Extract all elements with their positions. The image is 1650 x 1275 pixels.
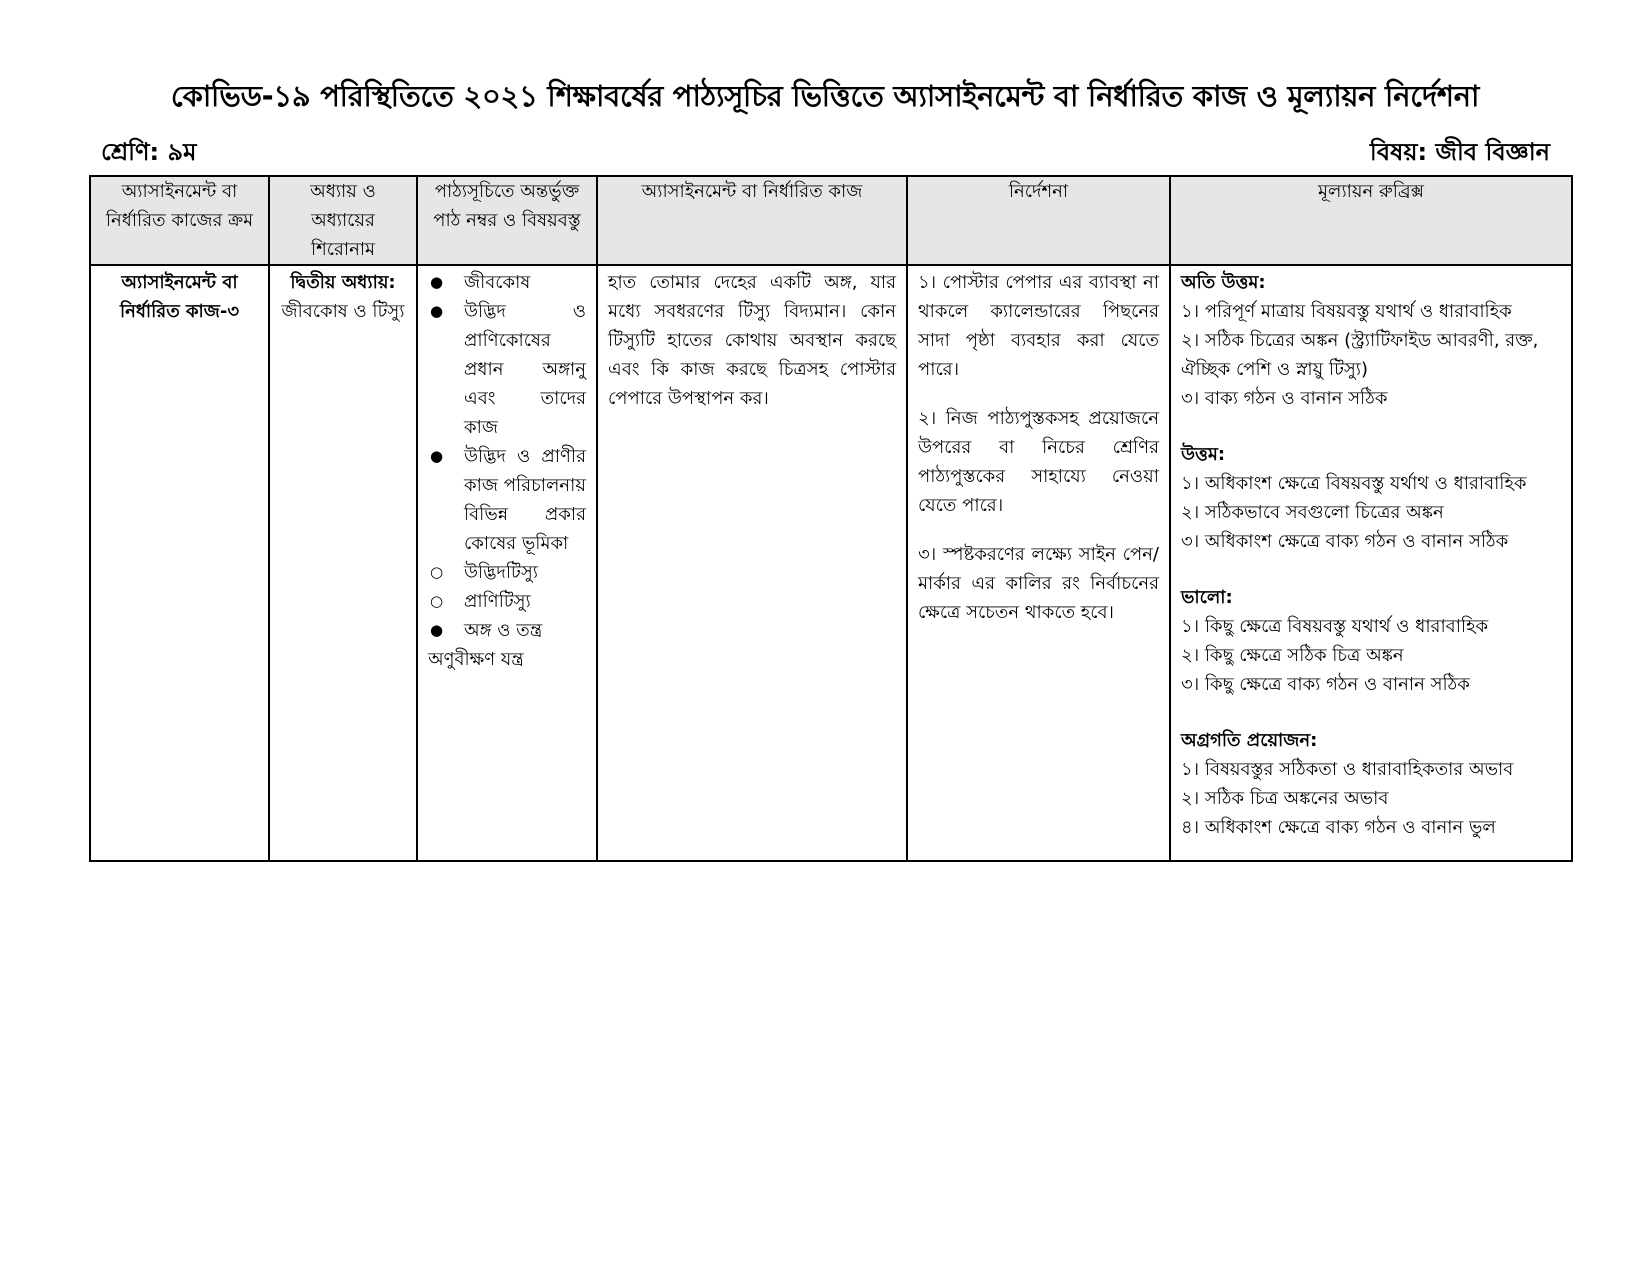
rubric-item: ১। পরিপূর্ণ মাত্রায় বিষয়বস্তু যথার্থ ও ধারাবাহিক	[1181, 301, 1512, 322]
rubric-block	[1181, 726, 1561, 842]
instruction-item: ২। নিজ পাঠ্যপুস্তকসহ প্রয়োজনে উপরের বা নিচের শ্রেণির পাঠ্যপুস্তকের সাহায্যে নেওয়া যেতে পারে।	[918, 408, 1159, 516]
list-item	[428, 442, 586, 558]
rubric-item: ২। সঠিক চিত্রের অঙ্কন (স্ট্র্যাটিফাইড আবরণী, রক্ত, ঐচ্ছিক পেশি ও স্নায়ু টিস্যু)	[1181, 330, 1539, 380]
bullet-icon: ●	[430, 621, 444, 639]
lesson-text: অঙ্গ ও তন্ত্র	[464, 620, 543, 641]
rubrics-cell	[1170, 265, 1572, 861]
column-header: পাঠ্যসূচিতে অন্তর্ভুক্ত পাঠ নম্বর ও বিষয়বস্তু	[417, 176, 597, 265]
chapter-cell	[269, 265, 417, 861]
rubric-block	[1181, 583, 1561, 699]
lesson-extra: অণুবীক্ষণ যন্ত্র	[428, 649, 524, 670]
instructions-cell	[907, 265, 1170, 861]
page-title: কোভিড-১৯ পরিস্থিতিতে ২০২১ শিক্ষাবর্ষের পাঠ্যসূচির ভিত্তিতে অ্যাসাইনমেন্ট বা নির্ধারিত কাজ ও মূল্যায়ন নির্দেশনা	[170, 79, 1480, 113]
bullet-icon: ●	[430, 302, 444, 320]
bullet-icon: ●	[430, 447, 444, 465]
chapter-title: জীবকোষ ও টিস্যু	[281, 301, 405, 322]
class-label: শ্রেণি: ৯ম	[101, 138, 197, 166]
list-item	[428, 616, 586, 645]
rubric-item: ২। কিছু ক্ষেত্রে সঠিক চিত্র অঙ্কন	[1181, 645, 1404, 666]
rubric-item: ৪। অধিকাংশ ক্ষেত্রে বাক্য গঠন ও বানান ভুল	[1181, 817, 1496, 838]
lessons-cell	[417, 265, 597, 861]
lesson-text: প্রাণিটিস্যু	[464, 591, 531, 612]
list-item	[428, 558, 586, 587]
bullet-icon: ●	[430, 273, 444, 291]
rubric-block	[1181, 440, 1561, 556]
column-header: অধ্যায় ও অধ্যায়ের শিরোনাম	[269, 176, 417, 265]
circle-bullet-icon: ○	[430, 592, 444, 610]
rubric-item: ২। সঠিক চিত্র অঙ্কনের অভাব	[1181, 788, 1389, 809]
column-header: অ্যাসাইনমেন্ট বা নির্ধারিত কাজের ক্রম	[90, 176, 269, 265]
instruction-item: ১। পোস্টার পেপার এর ব্যাবস্থা না থাকলে ক্যালেন্ডারের পিছনের সাদা পৃষ্ঠা ব্যবহার করা যেতে পারে।	[918, 272, 1159, 380]
table-row	[90, 265, 1572, 861]
column-header: নির্দেশনা	[907, 176, 1170, 265]
lesson-list	[428, 268, 586, 645]
table-header-row	[90, 176, 1572, 265]
rubric-heading: ভালো:	[1181, 587, 1233, 608]
chapter-number: দ্বিতীয় অধ্যায়:	[290, 272, 396, 293]
rubric-item: ১। কিছু ক্ষেত্রে বিষয়বস্তু যথার্থ ও ধারাবাহিক	[1181, 616, 1489, 637]
lesson-text: উদ্ভিদ ও প্রাণীর কাজ পরিচালনায় বিভিন্ন প্রকার কোষের ভূমিকা	[464, 446, 586, 554]
rubric-block	[1181, 268, 1561, 413]
rubric-item: ১। অধিকাংশ ক্ষেত্রে বিষয়বস্তু যর্থাথ ও ধারাবাহিক	[1181, 473, 1527, 494]
rubric-item: ৩। বাক্য গঠন ও বানান সঠিক	[1181, 388, 1388, 409]
sequence-cell	[90, 265, 269, 861]
assignment-cell	[597, 265, 907, 861]
lesson-text: উদ্ভিদ ও প্রাণিকোষের প্রধান অঙ্গানু এবং তাদের কাজ	[464, 301, 586, 438]
rubric-heading: উত্তম:	[1181, 444, 1226, 465]
rubric-item: ৩। কিছু ক্ষেত্রে বাক্য গঠন ও বানান সঠিক	[1181, 674, 1470, 695]
rubric-heading: অগ্রগতি প্রয়োজন:	[1181, 730, 1318, 751]
lesson-text: উদ্ভিদটিস্যু	[464, 562, 538, 583]
list-item	[428, 268, 586, 297]
column-header: মূল্যায়ন রুব্রিক্স	[1170, 176, 1572, 265]
list-item	[428, 297, 586, 442]
assignment-table	[89, 175, 1573, 862]
lesson-text: জীবকোষ	[464, 272, 531, 293]
rubric-heading: অতি উত্তম:	[1181, 272, 1266, 293]
assignment-text: হাত তোমার দেহের একটি অঙ্গ, যার মধ্যে সবধরণের টিস্যু বিদ্যমান। কোন টিস্যুটি হাতের কোথায় অবস্থান করছে এবং কি কাজ করছে চিত্রসহ পোস্টার পেপারে উপস্থাপন কর।	[608, 272, 896, 409]
circle-bullet-icon: ○	[430, 563, 444, 581]
assignment-sequence: অ্যাসাইনমেন্ট বা নির্ধারিত কাজ-৩	[119, 272, 240, 322]
instruction-item: ৩। স্পষ্টকরণের লক্ষ্যে সাইন পেন/মার্কার এর কালির রং নির্বাচনের ক্ষেত্রে সচেতন থাকতে হবে।	[918, 544, 1159, 623]
rubric-item: ২। সঠিকভাবে সবগুলো চিত্রের অঙ্কন	[1181, 502, 1444, 523]
rubric-item: ৩। অধিকাংশ ক্ষেত্রে বাক্য গঠন ও বানান সঠিক	[1181, 531, 1509, 552]
column-header: অ্যাসাইনমেন্ট বা নির্ধারিত কাজ	[597, 176, 907, 265]
list-item	[428, 587, 586, 616]
subject-label: বিষয়: জীব বিজ্ঞান	[1369, 138, 1550, 166]
rubric-item: ১। বিষয়বস্তুর সঠিকতা ও ধারাবাহিকতার অভাব	[1181, 759, 1514, 780]
